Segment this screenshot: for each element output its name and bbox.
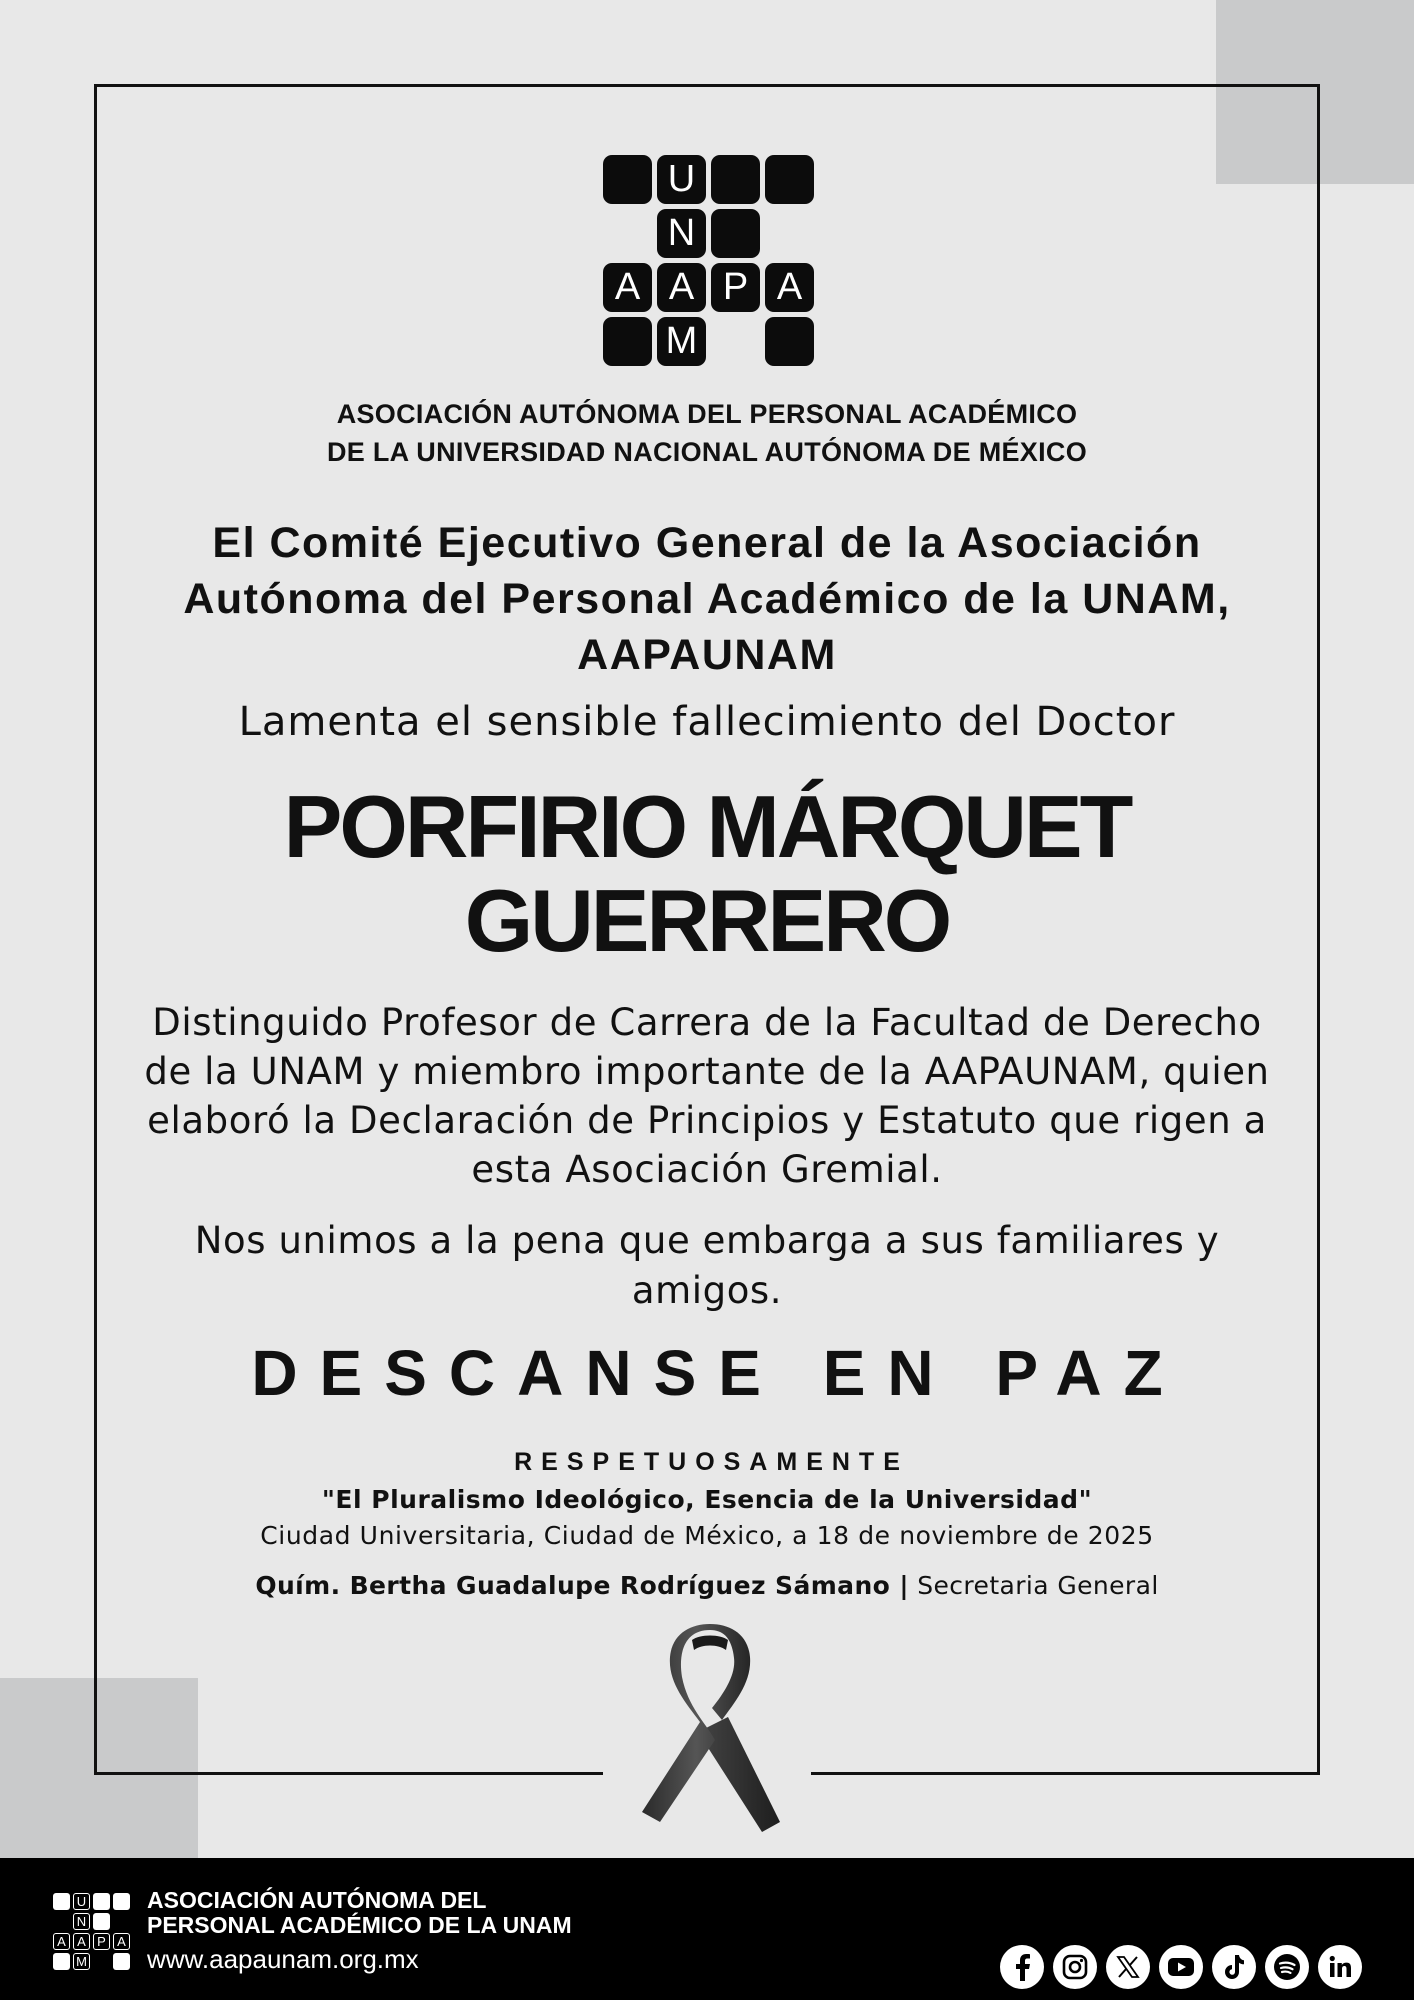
rest-in-peace-text: DESCANSE EN PAZ [251, 1337, 1185, 1409]
footer-logo-cell: P [93, 1933, 110, 1950]
committee-line-3: AAPAUNAM [577, 631, 837, 679]
x-icon[interactable] [1106, 1945, 1150, 1989]
mourning-ribbon-icon [630, 1622, 790, 1840]
logo-cell: U [657, 155, 706, 204]
website-link[interactable]: www.aapaunam.org.mx [147, 1944, 419, 1974]
deceased-name-line-1: PORFIRIO MÁRQUET [283, 777, 1131, 876]
footer-org-line-2: PERSONAL ACADÉMICO DE LA UNAM [147, 1912, 572, 1938]
signer-title: Secretaria General [917, 1571, 1159, 1600]
signer-name: Quím. Bertha Guadalupe Rodríguez Sámano | [255, 1571, 909, 1600]
logo-cell: A [657, 263, 706, 312]
linkedin-icon[interactable] [1318, 1945, 1362, 1989]
logo-cell: P [711, 263, 760, 312]
spotify-icon[interactable] [1265, 1945, 1309, 1989]
organization-line-2: DE LA UNIVERSIDAD NACIONAL AUTÓNOMA DE MÉXICO [326, 437, 1088, 467]
organization-name [0, 395, 1414, 471]
signer [0, 1570, 1414, 1602]
organization-line-1: ASOCIACIÓN AUTÓNOMA DEL PERSONAL ACADÉMICO [336, 399, 1078, 429]
respectfully-text: RESPETUOSAMENTE [514, 1448, 909, 1476]
youtube-icon[interactable] [1159, 1945, 1203, 1989]
facebook-icon[interactable] [1000, 1945, 1044, 1989]
logo-cell [711, 155, 760, 204]
laments-text: Lamenta el sensible fallecimiento del Doctor [238, 699, 1176, 745]
footer-logo [53, 1893, 131, 1971]
footer-org-line-1: ASOCIACIÓN AUTÓNOMA DEL [147, 1887, 487, 1913]
logo-cell: A [765, 263, 814, 312]
logo-cell: M [657, 317, 706, 366]
deceased-name-line-2: GUERRERO [464, 871, 950, 970]
committee-line-1: El Comité Ejecutivo General de la Asociación [212, 519, 1202, 567]
committee-heading [0, 515, 1414, 683]
instagram-icon[interactable] [1053, 1945, 1097, 1989]
footer-logo-cell: A [53, 1933, 70, 1950]
logo-cell: A [603, 263, 652, 312]
logo-cell [603, 317, 652, 366]
footer-logo-cell: U [73, 1893, 90, 1910]
biography-text: Distinguido Profesor de Carrera de la Facultad de Derecho de la UNAM y miembro importante de la AAPAUNAM, quien elaboró la Declaración de Principios y Estatuto que rigen a esta Asociación Gremial. [144, 1001, 1270, 1191]
motto-text: "El Pluralismo Ideológico, Esencia de la Universidad" [321, 1485, 1093, 1514]
footer-logo-cell: A [113, 1933, 130, 1950]
aapaunam-logo [603, 155, 814, 366]
footer-logo-cell: A [73, 1933, 90, 1950]
footer-logo-cell: N [73, 1913, 90, 1930]
footer-logo-cell: M [73, 1953, 90, 1970]
logo-cell [603, 155, 652, 204]
logo-cell [711, 209, 760, 258]
logo-cell: N [657, 209, 706, 258]
footer [0, 1858, 1414, 2000]
footer-organization-name [147, 1888, 572, 1938]
tiktok-icon[interactable] [1212, 1945, 1256, 1989]
place-date-text: Ciudad Universitaria, Ciudad de México, a 18 de noviembre de 2025 [260, 1521, 1154, 1550]
logo-cell [765, 317, 814, 366]
condolence-text: Nos unimos a la pena que embarga a sus familiares y amigos. [194, 1219, 1220, 1312]
committee-line-2: Autónoma del Personal Académico de la UNAM, [183, 575, 1231, 623]
deceased-name [0, 777, 1414, 970]
logo-cell [765, 155, 814, 204]
